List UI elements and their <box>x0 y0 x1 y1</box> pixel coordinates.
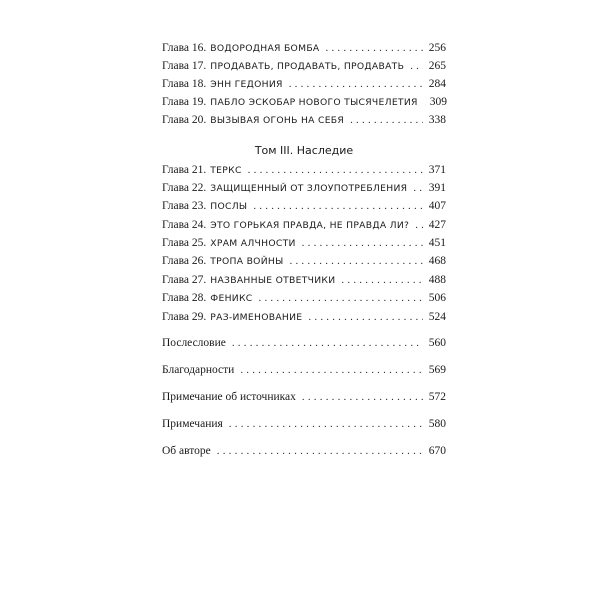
chapter-label: Глава 18. <box>162 78 207 90</box>
page-number: 580 <box>428 418 446 430</box>
dot-leader <box>302 390 423 404</box>
dot-leader <box>259 291 423 305</box>
section-heading: Том III. Наследие <box>254 144 354 157</box>
page-number: 407 <box>428 200 446 212</box>
dot-leader <box>229 417 423 431</box>
entry-title: Примечания <box>162 418 223 430</box>
page-number: 560 <box>428 337 446 349</box>
dot-leader <box>302 236 423 250</box>
entry-title: Послесловие <box>162 337 226 349</box>
page-number: 451 <box>428 237 446 249</box>
dot-leader <box>413 181 422 195</box>
toc-entry-chapter-27 <box>162 273 446 288</box>
dot-leader <box>326 41 423 55</box>
toc-entry-chapter-25 <box>162 236 446 251</box>
page-number: 265 <box>428 60 446 72</box>
chapter-title: ЗАЩИЩЕННЫЙ ОТ ЗЛОУПОТРЕБЛЕНИЯ <box>210 183 408 194</box>
chapter-label: Глава 27. <box>162 274 207 286</box>
toc-entry-notes <box>162 417 446 431</box>
chapter-title: ВЫЗЫВАЯ ОГОНЬ НА СЕБЯ <box>210 115 345 126</box>
page-number: 284 <box>428 78 446 90</box>
chapter-label: Глава 25. <box>162 237 207 249</box>
chapter-title: ПРОДАВАТЬ, ПРОДАВАТЬ, ПРОДАВАТЬ <box>210 61 405 72</box>
page-number: 468 <box>428 255 446 267</box>
page-number: 309 <box>429 96 447 108</box>
chapter-label: Глава 16. <box>162 42 207 54</box>
toc-entry-chapter-22 <box>162 181 446 196</box>
toc-entry-afterword <box>162 336 446 350</box>
toc-entry-chapter-28 <box>162 291 446 306</box>
dot-leader <box>290 254 423 268</box>
dot-leader <box>248 163 423 177</box>
chapter-label: Глава 22. <box>162 182 207 194</box>
page-number: 506 <box>428 292 446 304</box>
chapter-title: ЭТО ГОРЬКАЯ ПРАВДА, НЕ ПРАВДА ЛИ? <box>210 220 410 231</box>
chapter-label: Глава 29. <box>162 311 207 323</box>
chapter-label: Глава 17. <box>162 60 207 72</box>
dot-leader <box>240 363 422 377</box>
page-number: 427 <box>428 219 446 231</box>
page-number: 569 <box>428 364 446 376</box>
dot-leader <box>350 113 423 127</box>
chapter-title: ФЕНИКС <box>210 293 253 304</box>
toc-entry-chapter-24 <box>162 218 446 233</box>
toc-entry-chapter-29 <box>162 310 446 325</box>
chapter-title: НАЗВАННЫЕ ОТВЕТЧИКИ <box>210 275 336 286</box>
toc-entry-acknowledgments <box>162 363 446 377</box>
dot-leader <box>289 77 423 91</box>
toc-entry-about-author <box>162 444 446 458</box>
page-number: 371 <box>428 164 446 176</box>
chapter-label: Глава 24. <box>162 219 207 231</box>
dot-leader <box>410 59 423 73</box>
dot-leader <box>341 273 422 287</box>
chapter-title: ЭНН ГЕДОНИЯ <box>210 79 283 90</box>
page-number: 670 <box>428 445 446 457</box>
chapter-label: Глава 21. <box>162 164 207 176</box>
toc-entry-chapter-19 <box>162 95 446 110</box>
chapter-label: Глава 19. <box>162 96 207 108</box>
dot-leader <box>415 218 423 232</box>
toc-entry-chapter-20 <box>162 113 446 128</box>
chapter-title: ТЕРКС <box>210 165 242 176</box>
dot-leader <box>232 336 423 350</box>
chapter-title: ПАБЛО ЭСКОБАР НОВОГО ТЫСЯЧЕЛЕТИЯ <box>210 97 418 108</box>
toc-entry-chapter-17 <box>162 59 446 74</box>
chapter-title: РАЗ-ИМЕНОВАНИЕ <box>210 312 303 323</box>
chapter-label: Глава 26. <box>162 255 207 267</box>
chapter-title: ХРАМ АЛЧНОСТИ <box>210 238 296 249</box>
toc-entry-chapter-23 <box>162 199 446 214</box>
page-number: 391 <box>428 182 446 194</box>
dot-leader <box>308 310 422 324</box>
dot-leader <box>253 199 422 213</box>
entry-title: Благодарности <box>162 364 235 376</box>
chapter-title: ТРОПА ВОЙНЫ <box>210 256 284 267</box>
chapter-label: Глава 23. <box>162 200 207 212</box>
toc-entry-chapter-18 <box>162 77 446 92</box>
entry-title: Примечание об источниках <box>162 391 296 403</box>
chapter-label: Глава 28. <box>162 292 207 304</box>
table-of-contents <box>162 0 446 600</box>
dot-leader <box>217 444 423 458</box>
toc-entry-chapter-21 <box>162 163 446 178</box>
page-number: 338 <box>428 114 446 126</box>
page-number: 488 <box>428 274 446 286</box>
page-number: 572 <box>428 391 446 403</box>
chapter-label: Глава 20. <box>162 114 207 126</box>
toc-entry-chapter-26 <box>162 254 446 269</box>
entry-title: Об авторе <box>162 445 211 457</box>
chapter-title: ВОДОРОДНАЯ БОМБА <box>210 43 320 54</box>
toc-entry-note-on-sources <box>162 390 446 404</box>
page-number: 524 <box>428 311 446 323</box>
chapter-title: ПОСЛЫ <box>210 201 248 212</box>
page-number: 256 <box>428 42 446 54</box>
toc-entry-chapter-16 <box>162 41 446 56</box>
